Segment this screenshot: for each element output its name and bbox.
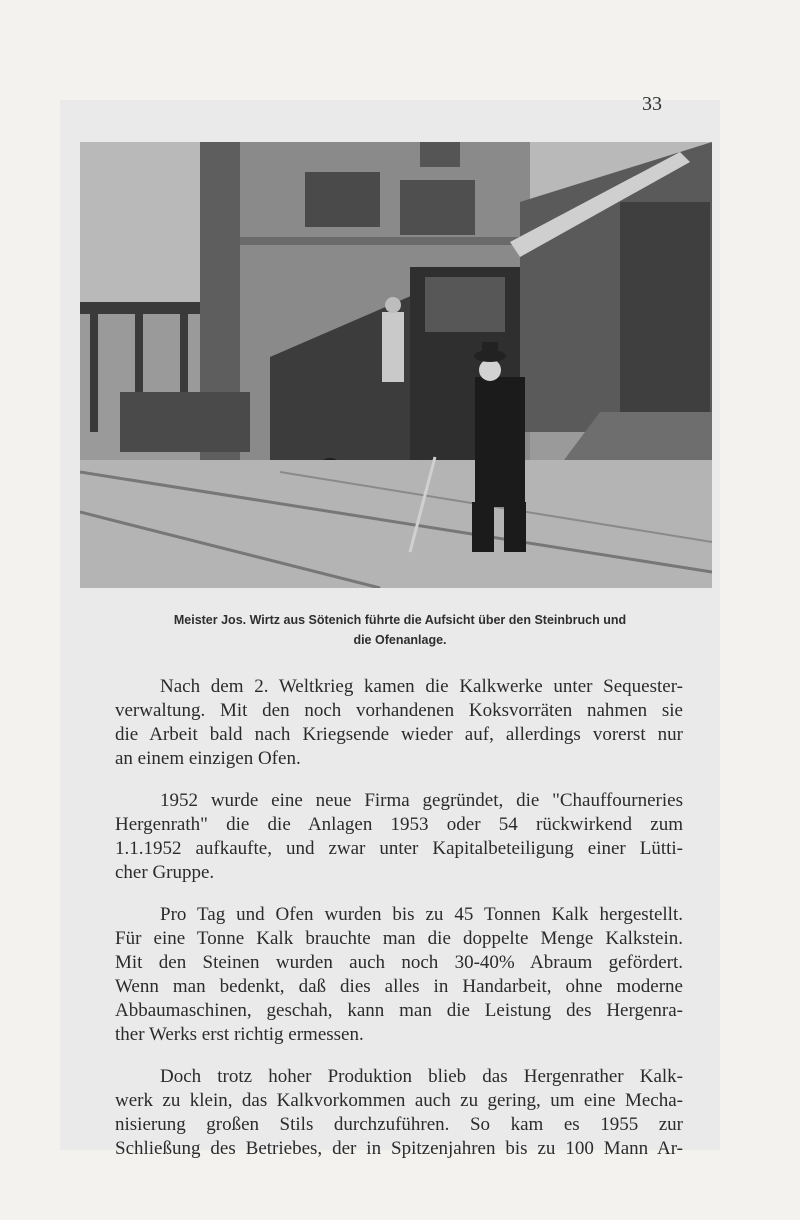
body-text [115, 675, 683, 1179]
text-line: Abbaumaschinen, geschah, kann man die Leistung des Hergenra- [115, 1000, 683, 1021]
text-line: Doch trotz hoher Produktion blieb das Hergenrather Kalk- [160, 1066, 683, 1087]
text-line: werk zu klein, das Kalkvorkommen auch zu gering, um eine Mecha- [115, 1090, 683, 1111]
text-line: verwaltung. Mit den noch vorhandenen Koksvorräten nahmen sie [115, 700, 683, 721]
caption-line: Meister Jos. Wirtz aus Sötenich führte die Aufsicht über den Steinbruch und [173, 613, 627, 627]
caption-line: die Ofenanlage. [353, 633, 447, 647]
paragraph [115, 675, 683, 771]
text-line: Für eine Tonne Kalk brauchte man die doppelte Menge Kalkstein. [115, 928, 683, 949]
historic-photo [80, 142, 712, 588]
text-line: cher Gruppe. [115, 862, 215, 883]
text-line: Pro Tag und Ofen wurden bis zu 45 Tonnen Kalk hergestellt. [160, 904, 683, 925]
paragraph [115, 1065, 683, 1161]
text-line: Nach dem 2. Weltkrieg kamen die Kalkwerke unter Sequester- [160, 676, 683, 697]
text-line: Mit den Steinen wurden auch noch 30-40% Abraum gefördert. [115, 952, 683, 973]
text-line: nisierung großen Stils durchzuführen. So kam es 1955 zur [115, 1114, 683, 1135]
text-line: 1.1.1952 aufkaufte, und zwar unter Kapitalbeteiligung einer Lütti- [115, 838, 683, 859]
photo-caption [120, 610, 680, 650]
page-number: 33 [642, 93, 662, 115]
text-line: Hergenrath" die die Anlagen 1953 oder 54 rückwirkend zum [115, 814, 683, 835]
text-line: Wenn man bedenkt, daß dies alles in Handarbeit, ohne moderne [115, 976, 683, 997]
text-line: an einem einzigen Ofen. [115, 748, 301, 769]
paragraph [115, 903, 683, 1047]
text-line: Schließung des Betriebes, der in Spitzenjahren bis zu 100 Mann Ar- [115, 1138, 683, 1159]
paragraph [115, 789, 683, 885]
text-line: ther Werks erst richtig ermessen. [115, 1024, 364, 1045]
text-line: 1952 wurde eine neue Firma gegründet, die "Chauffourneries [160, 790, 683, 811]
photo-illustration [80, 142, 712, 588]
text-line: die Arbeit bald nach Kriegsende wieder auf, allerdings vorerst nur [115, 724, 683, 745]
